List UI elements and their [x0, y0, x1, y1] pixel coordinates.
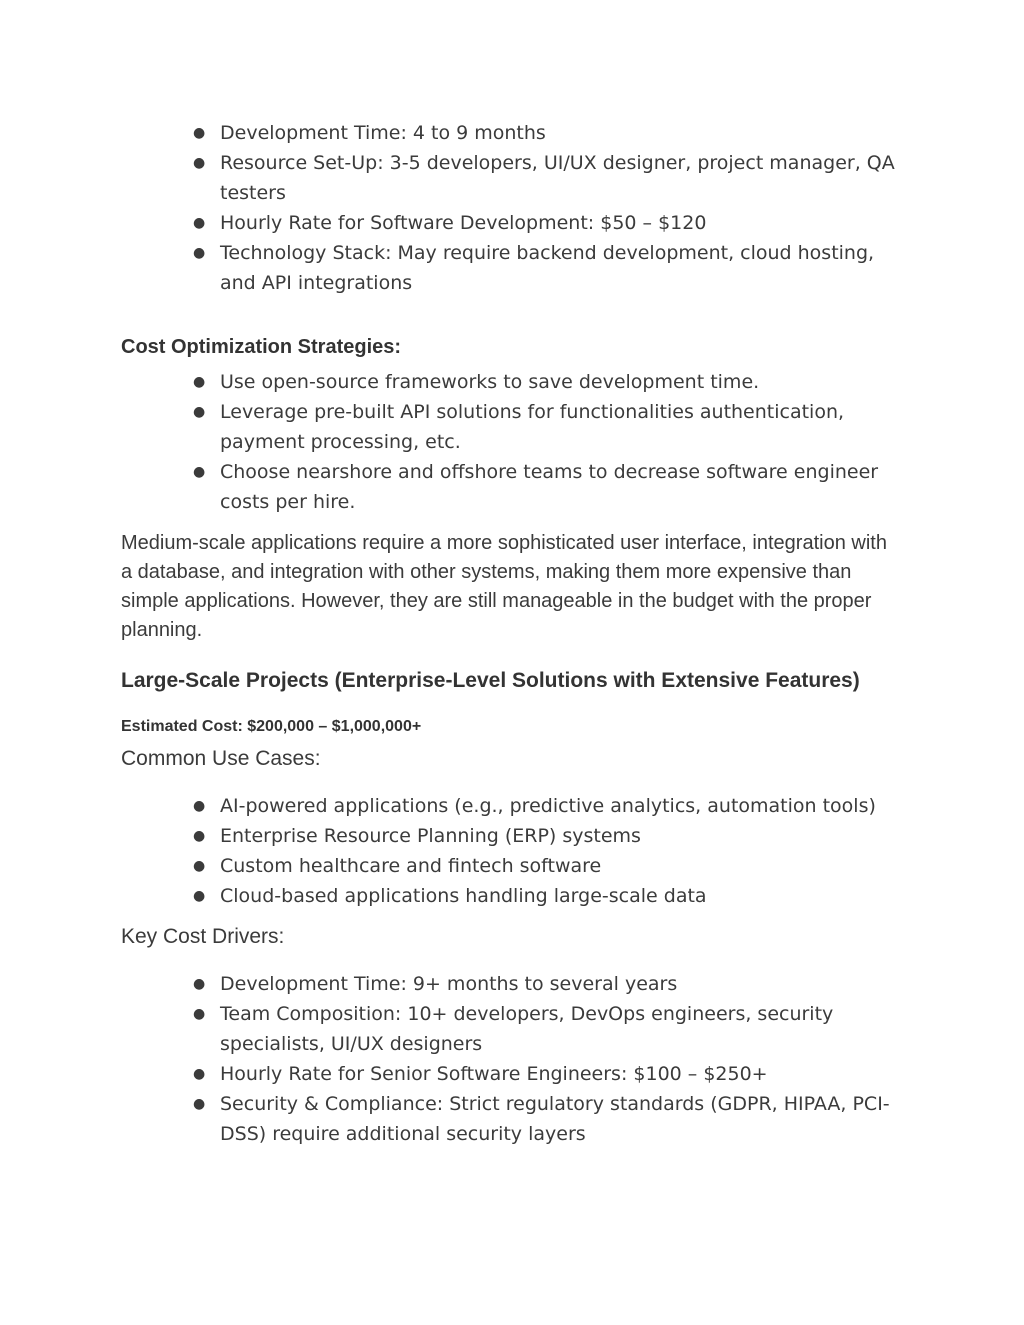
list-item: ● Development Time: 4 to 9 months: [220, 118, 910, 148]
cost-optimization-list: [193, 367, 910, 517]
bullet-icon: ●: [193, 976, 206, 992]
bullet-icon: ●: [193, 1006, 206, 1022]
list-item: ● Leverage pre-built API solutions for functionalities authentication, payment processing, etc.: [220, 397, 910, 457]
bullet-icon: ●: [193, 1066, 206, 1082]
list-item: ● Hourly Rate for Software Development: $50 – $120: [220, 208, 910, 238]
list-item: ● Resource Set-Up: 3-5 developers, UI/UX designer, project manager, QA testers: [220, 148, 910, 208]
list-item: ● AI-powered applications (e.g., predictive analytics, automation tools): [220, 791, 910, 821]
cost-optimization-heading: Cost Optimization Strategies:: [121, 336, 402, 358]
bullet-icon: ●: [193, 404, 206, 420]
bullet-icon: ●: [193, 125, 206, 141]
bullet-icon: ●: [193, 464, 206, 480]
use-cases-list: [193, 791, 910, 911]
list-item: ● Development Time: 9+ months to several years: [220, 969, 910, 999]
list-item: ● Security & Compliance: Strict regulatory standards (GDPR, HIPAA, PCI-DSS) require additional security layers: [220, 1089, 910, 1149]
use-cases-label: Common Use Cases:: [121, 747, 321, 770]
bullet-icon: ●: [193, 215, 206, 231]
bullet-icon: ●: [193, 888, 206, 904]
list-item: ● Cloud-based applications handling large-scale data: [220, 881, 910, 911]
bullet-icon: ●: [193, 798, 206, 814]
list-item: ● Technology Stack: May require backend development, cloud hosting, and API integrations: [220, 238, 910, 298]
list-item: ● Enterprise Resource Planning (ERP) systems: [220, 821, 910, 851]
requirements-list: [193, 118, 910, 298]
bullet-icon: ●: [193, 245, 206, 261]
bullet-icon: ●: [193, 155, 206, 171]
estimated-cost: Estimated Cost: $200,000 – $1,000,000+: [121, 718, 422, 735]
list-item: ● Use open-source frameworks to save development time.: [220, 367, 910, 397]
list-item: ● Choose nearshore and offshore teams to decrease software engineer costs per hire.: [220, 457, 910, 517]
medium-scale-paragraph: Medium-scale applications require a more sophisticated user interface, integration with a database, and integration with other systems, making them more expensive than simple applications. However, they are still manageable in the budget with the proper planning.: [121, 532, 887, 641]
bullet-icon: ●: [193, 374, 206, 390]
bullet-icon: ●: [193, 828, 206, 844]
list-item: ● Custom healthcare and fintech software: [220, 851, 910, 881]
large-scale-heading: Large-Scale Projects (Enterprise-Level Solutions with Extensive Features): [121, 669, 860, 692]
list-item: ● Hourly Rate for Senior Software Engineers: $100 – $250+: [220, 1059, 910, 1089]
list-item: ● Team Composition: 10+ developers, DevOps engineers, security specialists, UI/UX designers: [220, 999, 910, 1059]
cost-drivers-list: [193, 969, 910, 1149]
bullet-icon: ●: [193, 858, 206, 874]
cost-drivers-label: Key Cost Drivers:: [121, 925, 285, 948]
bullet-icon: ●: [193, 1096, 206, 1112]
